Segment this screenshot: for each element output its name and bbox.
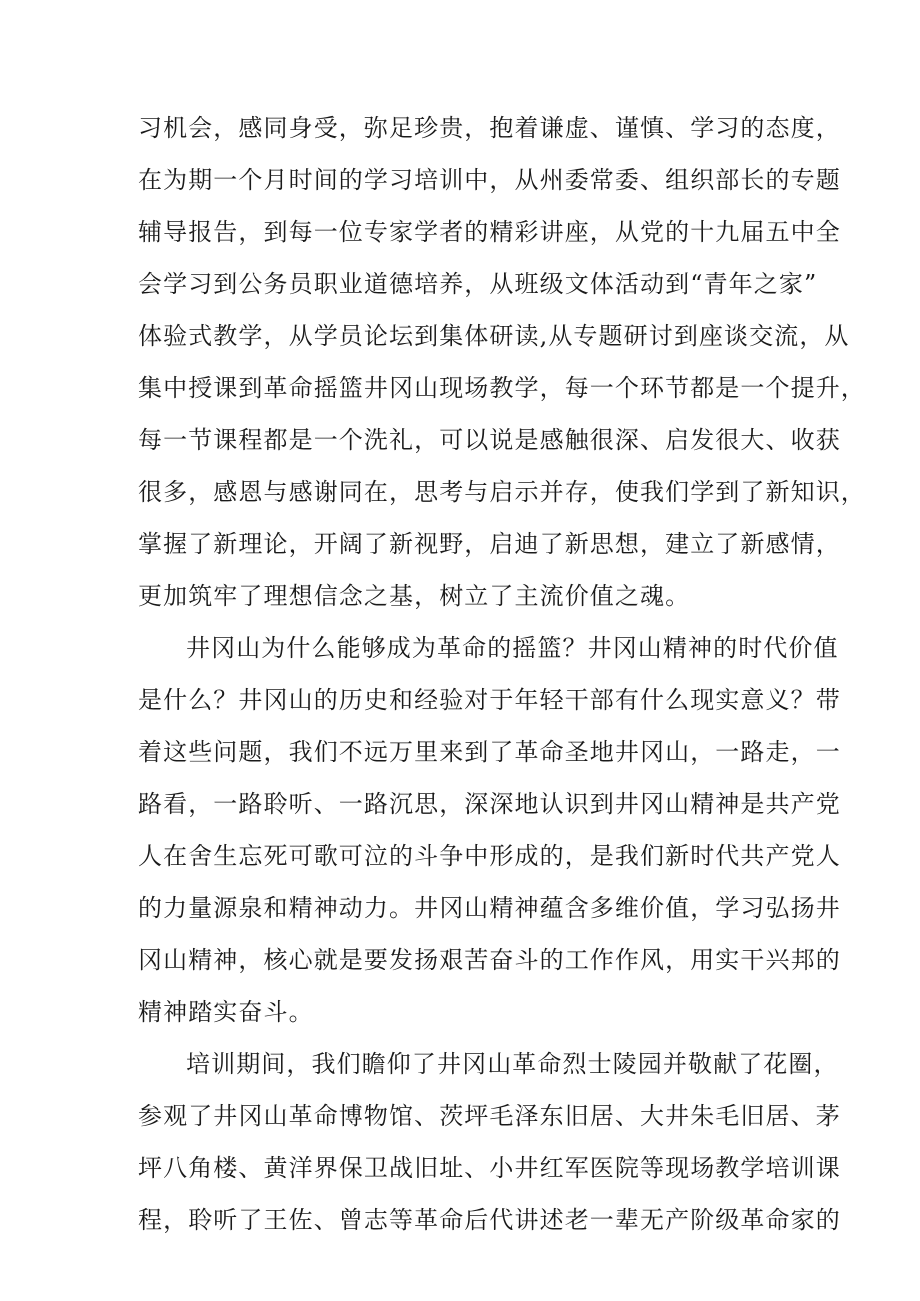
- paragraph-3-line-4: 程，聆听了王佐、曾志等革命后代讲述老一辈无产阶级革命家的: [138, 1206, 841, 1234]
- paragraph-2-line-4: 路看，一路聆听、一路沉思，深深地认识到井冈山精神是共产党: [138, 790, 841, 818]
- paragraph-3-line-1: 培训期间，我们瞻仰了井冈山革命烈士陵园并敬献了花圈，: [186, 1050, 839, 1078]
- paragraph-2-line-1: 井冈山为什么能够成为革命的摇篮？井冈山精神的时代价值: [186, 634, 839, 662]
- paragraph-3-line-2: 参观了井冈山革命博物馆、茨坪毛泽东旧居、大井朱毛旧居、茅: [138, 1102, 841, 1130]
- paragraph-3-line-3: 坪八角楼、黄洋界保卫战旧址、小井红军医院等现场教学培训课: [138, 1154, 841, 1182]
- paragraph-2-line-3: 着这些问题，我们不远万里来到了革命圣地井冈山，一路走，一: [138, 738, 841, 766]
- paragraph-1-line-3: 辅导报告，到每一位专家学者的精彩讲座，从党的十九届五中全: [138, 218, 841, 246]
- paragraph-1-line-4: 会学习到公务员职业道德培养，从班级文体活动到“青年之家”: [138, 270, 818, 298]
- paragraph-1-line-10: 更加筑牢了理想信念之基，树立了主流价值之魂。: [138, 582, 691, 610]
- paragraph-2-line-6: 的力量源泉和精神动力。井冈山精神蕴含多维价值，学习弘扬井: [138, 894, 841, 922]
- paragraph-2-line-7: 冈山精神，核心就是要发扬艰苦奋斗的工作作风，用实干兴邦的: [138, 946, 841, 974]
- paragraph-1-line-2: 在为期一个月时间的学习培训中，从州委常委、组织部长的专题: [138, 166, 841, 194]
- paragraph-1-line-7: 每一节课程都是一个洗礼，可以说是感触很深、启发很大、收获: [138, 426, 841, 454]
- paragraph-1-line-1: 习机会，感同身受，弥足珍贵，抱着谦虚、谨慎、学习的态度，: [138, 114, 841, 142]
- paragraph-1-line-8: 很多，感恩与感谢同在，思考与启示并存，使我们学到了新知识，: [138, 478, 866, 506]
- paragraph-2-line-2: 是什么？井冈山的历史和经验对于年轻干部有什么现实意义？带: [138, 686, 841, 714]
- paragraph-1-line-6: 集中授课到革命摇篮井冈山现场教学，每一个环节都是一个提升，: [138, 374, 866, 402]
- paragraph-2-line-5: 人在舍生忘死可歌可泣的斗争中形成的，是我们新时代共产党人: [138, 842, 841, 870]
- paragraph-2-line-8: 精神踏实奋斗。: [138, 998, 314, 1026]
- paragraph-1-line-9: 掌握了新理论，开阔了新视野，启迪了新思想，建立了新感情，: [138, 530, 841, 558]
- paragraph-1-line-5: 体验式教学，从学员论坛到集体研读,从专题研讨到座谈交流，从: [138, 322, 850, 350]
